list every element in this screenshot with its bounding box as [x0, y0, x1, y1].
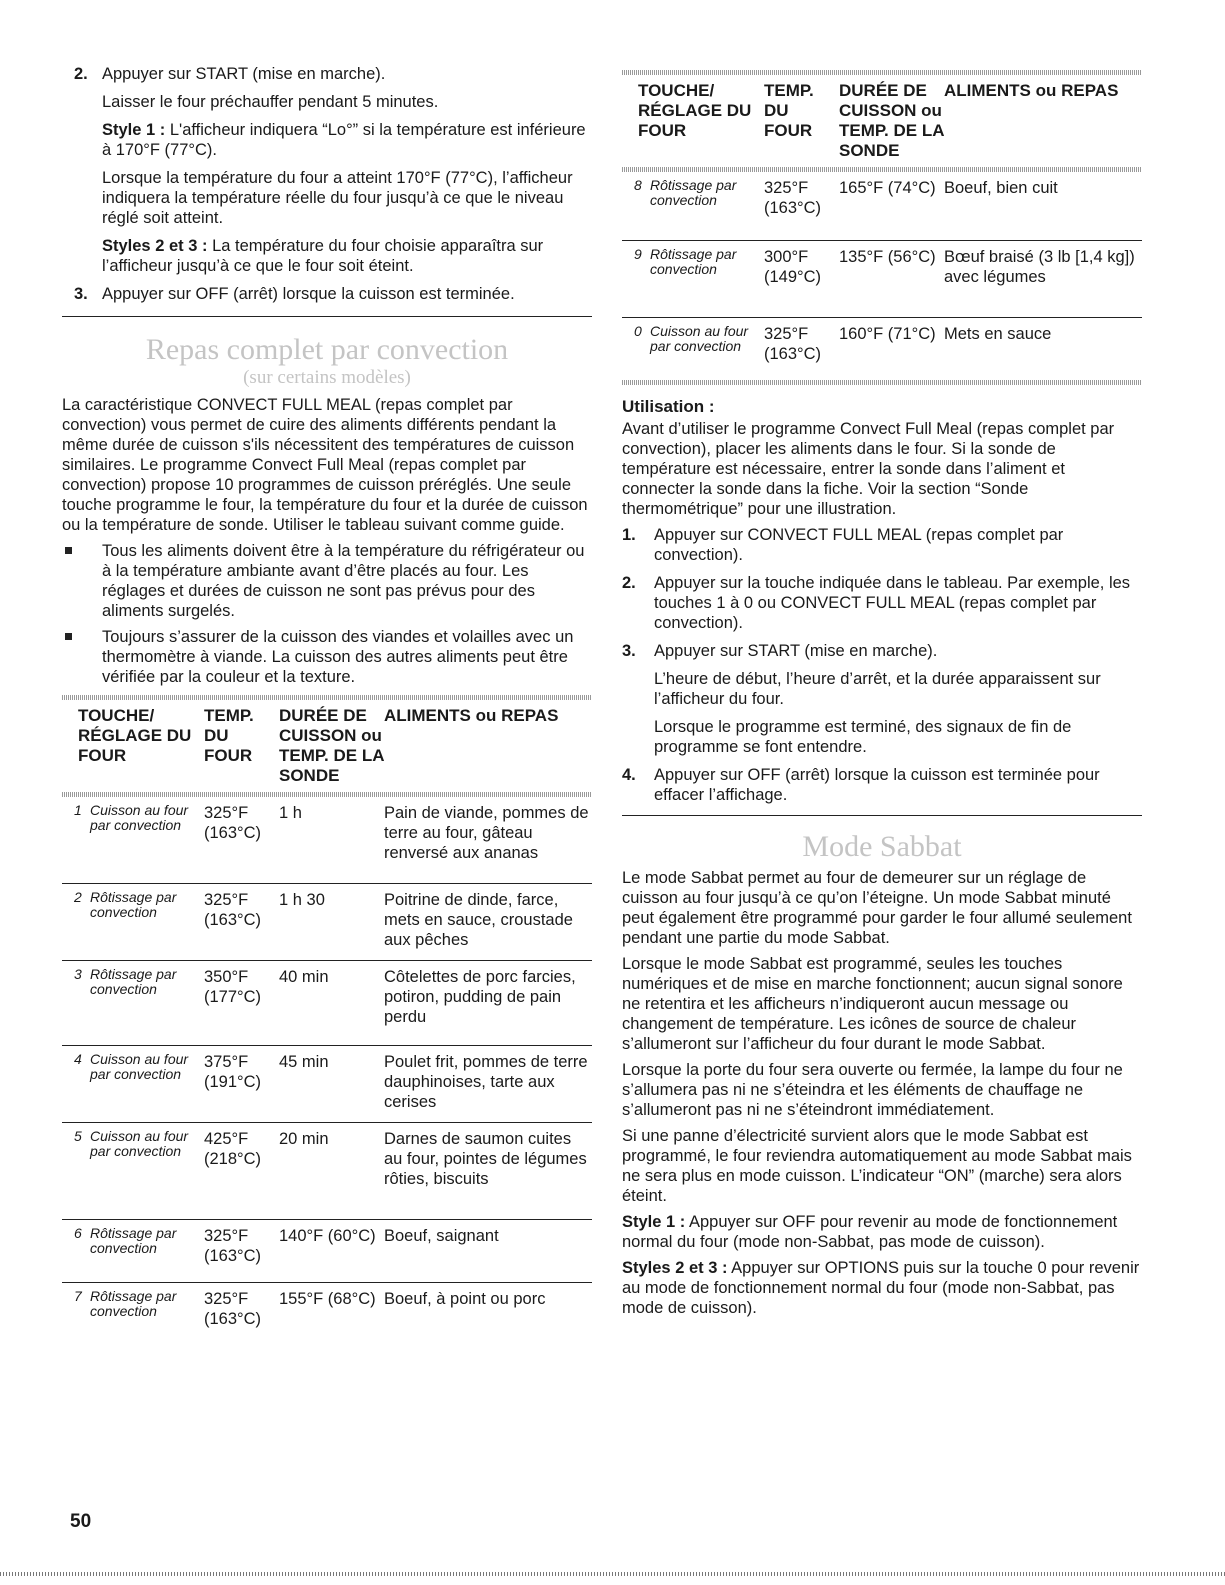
mode-text: Rôtissage par convection [90, 889, 177, 920]
step-text: Appuyer sur CONVECT FULL MEAL (repas complet par convection). [654, 526, 1064, 564]
cell-duration: 140°F (60°C) [279, 1227, 376, 1245]
table-header [622, 75, 1142, 167]
bullet-text: Tous les aliments doivent être à la température du réfrigérateur ou à la température ambiante avant d’être placés au four. Les réglages et durées de cuisson ne sont pas prévus pour des aliments surgelés. [102, 542, 585, 620]
cell-duration: 1 h 30 [279, 891, 325, 909]
sabbat-style1-note [622, 1212, 1142, 1252]
cell-duration: 165°F (74°C) [839, 179, 936, 197]
mode-text: Rôtissage par convection [90, 1288, 177, 1319]
style23-text: La température du four choisie apparaîtra sur l’afficheur jusqu’à ce que le four soit éteint. [102, 237, 544, 275]
sabbat-style23-note [622, 1258, 1142, 1318]
program-key: 6 [74, 1225, 82, 1241]
step-number: 2. [74, 65, 88, 83]
mode-text: Rôtissage par convection [650, 177, 737, 208]
step-number: 3. [622, 642, 636, 660]
step-number: 3. [74, 285, 88, 303]
step-number: 4. [622, 766, 636, 784]
paragraph: Lorsque la température du four a atteint 170°F (77°C), l’afficheur indiquera la température réelle du four jusqu’à ce que le niveau réglé soit atteint. [102, 169, 573, 227]
table-row [62, 1220, 592, 1282]
program-table [62, 695, 592, 1345]
sabbat-paragraph: Lorsque le mode Sabbat est programmé, seules les touches numériques et de mise en marche fonctionnent; aucun signal sonore ne retentira et les afficheurs n’indiqueront aucun message ou changement de température. Les icônes de source de chaleur s’allumeront sur l’afficheur du four durant le mode Sabbat. [622, 955, 1123, 1053]
cell-mode [62, 967, 204, 1035]
cell-temp: 350°F (177°C) [204, 968, 262, 1006]
mode-text: Cuisson au four par convection [650, 323, 749, 354]
step-text: Lorsque le programme est terminé, des signaux de fin de programme se font entendre. [654, 718, 1072, 756]
header-key: TOUCHE/ RÉGLAGE DU FOUR [638, 81, 752, 140]
program-key: 4 [74, 1051, 82, 1067]
step-text: L’heure de début, l’heure d’arrêt, et la durée apparaissent sur l’afficheur du four. [654, 670, 1101, 708]
style23-note [102, 236, 592, 276]
program-key: 9 [634, 246, 642, 262]
program-key: 8 [634, 177, 642, 193]
step-number: 2. [622, 574, 636, 592]
program-key: 2 [74, 889, 82, 905]
program-key: 1 [74, 802, 82, 818]
cell-temp: 325°F (163°C) [204, 1227, 262, 1265]
table-row [62, 961, 592, 1045]
section-title: Repas complet par convection [145, 333, 509, 366]
cell-food: Boeuf, à point ou porc [384, 1290, 546, 1308]
right-column [622, 70, 1142, 1324]
utilisation-heading: Utilisation : [622, 397, 715, 416]
step-2 [62, 64, 592, 276]
bullet-item [62, 627, 592, 687]
cell-temp: 300°F (149°C) [764, 248, 822, 286]
table-row [62, 797, 592, 883]
cell-mode [622, 247, 764, 307]
step-text: Appuyer sur START (mise en marche). [654, 642, 938, 660]
paragraph: Laisser le four préchauffer pendant 5 minutes. [102, 93, 439, 111]
cell-mode [62, 1052, 204, 1112]
header-food: ALIMENTS ou REPAS [384, 706, 559, 725]
cell-duration: 1 h [279, 804, 302, 822]
table-row [62, 1283, 592, 1345]
program-key: 3 [74, 966, 82, 982]
style1-text: L'afficheur indiquera “Lo°” si la température est inférieure à 170°F (77°C). [102, 121, 586, 159]
page-number: 50 [70, 1511, 92, 1532]
step-text: Appuyer sur OFF (arrêt) lorsque la cuisson est terminée pour effacer l’affichage. [654, 766, 1100, 804]
style1-note [102, 120, 592, 160]
cell-food: Poitrine de dinde, farce, mets en sauce, croustade aux pêches [384, 891, 573, 949]
program-key: 7 [74, 1288, 82, 1304]
program-table-continued [622, 70, 1142, 385]
mode-text: Rôtissage par convection [90, 1225, 177, 1256]
cell-duration: 160°F (71°C) [839, 325, 936, 343]
utilisation-intro: Avant d’utiliser le programme Convect Full Meal (repas complet par convection), placer les aliments dans le four. Si la sonde de température est nécessaire, entrer la sonde dans l’aliment et connecter la sonde dans la fiche. Voir la section “Sonde thermométrique” pour une illustration. [622, 420, 1115, 518]
cell-mode [62, 1129, 204, 1209]
bullet-marker [65, 633, 72, 640]
header-temp: TEMP. DU FOUR [764, 81, 814, 140]
step-text: Appuyer sur START (mise en marche). [102, 65, 386, 83]
cell-mode [622, 178, 764, 230]
style1-label: Style 1 : [102, 121, 166, 139]
cell-food: Bœuf braisé (3 lb [1,4 kg]) avec légumes [944, 248, 1135, 286]
section-divider [622, 815, 1142, 816]
bullet-text: Toujours s’assurer de la cuisson des viandes et volailles avec un thermomètre à viande. La cuisson des autres aliments peut être vérifiée par la couleur et la texture. [102, 628, 574, 686]
cell-temp: 375°F (191°C) [204, 1053, 262, 1091]
cell-food: Poulet frit, pommes de terre dauphinoises, tarte aux cerises [384, 1053, 588, 1111]
section-divider [62, 316, 592, 317]
cell-duration: 40 min [279, 968, 329, 986]
table-row [62, 884, 592, 960]
header-key: TOUCHE/ RÉGLAGE DU FOUR [78, 706, 192, 765]
cell-duration: 20 min [279, 1130, 329, 1148]
cell-temp: 425°F (218°C) [204, 1130, 262, 1168]
mode-text: Cuisson au four par convection [90, 1051, 189, 1082]
table-header [62, 700, 592, 792]
cell-food: Darnes de saumon cuites au four, pointes de légumes rôties, biscuits [384, 1130, 587, 1188]
cell-duration: 45 min [279, 1053, 329, 1071]
header-food: ALIMENTS ou REPAS [944, 81, 1119, 100]
header-duration: DURÉE DE CUISSON ou TEMP. DE LA SONDE [839, 81, 944, 160]
style23-label: Styles 2 et 3 : [102, 237, 208, 255]
cell-temp: 325°F (163°C) [204, 804, 262, 842]
cell-food: Côtelettes de porc farcies, potiron, pudding de pain perdu [384, 968, 576, 1026]
cell-mode [62, 1289, 204, 1335]
step-3 [62, 284, 592, 304]
mode-text: Rôtissage par convection [650, 246, 737, 277]
cell-duration: 135°F (56°C) [839, 248, 936, 266]
sabbat-paragraph: Lorsque la porte du four sera ouverte ou fermée, la lampe du four ne s’allumera pas ni ne s’éteindra et les éléments de chauffage ne s’allumeront pas ni ne s’éteindront immédiatement. [622, 1061, 1123, 1119]
step-2 [622, 573, 1142, 633]
table-row [62, 1046, 592, 1122]
table-row [62, 1123, 592, 1219]
step-3 [622, 641, 1142, 757]
style23-text: Appuyer sur OPTIONS puis sur la touche 0 pour revenir au mode de fonctionnement normal du four (mode non-Sabbat, pas mode de cuisson). [622, 1259, 1140, 1317]
cell-temp: 325°F (163°C) [764, 325, 822, 363]
bullet-marker [65, 547, 72, 554]
sabbat-paragraph: Si une panne d’électricité survient alors que le mode Sabbat est programmé, le four reviendra automatiquement au mode Sabbat mais ne sera plus en mode cuisson. L’indicateur “ON” (marche) sera alors éteint. [622, 1127, 1132, 1205]
step-4 [622, 765, 1142, 805]
sabbat-paragraph: Le mode Sabbat permet au four de demeurer sur un réglage de cuisson au four jusqu’à ce qu’on l’éteigne. Un mode Sabbat minuté peut également être programmé pour garder le four allumé seulement pendant une partie du mode Sabbat. [622, 869, 1132, 947]
step-text: Appuyer sur la touche indiquée dans le tableau. Par exemple, les touches 1 à 0 ou CONVECT FULL MEAL (repas complet par convection). [654, 574, 1131, 632]
table-bottom-border [622, 380, 1142, 385]
cell-temp: 325°F (163°C) [204, 1290, 262, 1328]
table-row [622, 241, 1142, 317]
sabbat-title: Mode Sabbat [802, 830, 962, 863]
table-row [622, 318, 1142, 380]
cell-food: Mets en sauce [944, 325, 1052, 343]
cell-duration: 155°F (68°C) [279, 1290, 376, 1308]
mode-text: Cuisson au four par convection [90, 1128, 189, 1159]
mode-text: Cuisson au four par convection [90, 802, 189, 833]
cell-mode [62, 890, 204, 950]
cell-food: Boeuf, saignant [384, 1227, 499, 1245]
step-1 [622, 525, 1142, 565]
cell-temp: 325°F (163°C) [204, 891, 262, 929]
page-bottom-border [0, 1572, 1225, 1576]
style1-text: Appuyer sur OFF pour revenir au mode de fonctionnement normal du four (mode non-Sabbat, pas mode de cuisson). [622, 1213, 1118, 1251]
step-text: Appuyer sur OFF (arrêt) lorsque la cuisson est terminée. [102, 285, 515, 303]
cell-food: Boeuf, bien cuit [944, 179, 1058, 197]
cell-food: Pain de viande, pommes de terre au four, gâteau renversé aux ananas [384, 804, 589, 862]
cell-temp: 325°F (163°C) [764, 179, 822, 217]
program-key: 0 [634, 323, 642, 339]
style1-label: Style 1 : [622, 1213, 686, 1231]
style23-label: Styles 2 et 3 : [622, 1259, 728, 1277]
header-temp: TEMP. DU FOUR [204, 706, 254, 765]
table-row [622, 172, 1142, 240]
header-duration: DURÉE DE CUISSON ou TEMP. DE LA SONDE [279, 706, 384, 785]
intro-paragraph: La caractéristique CONVECT FULL MEAL (repas complet par convection) vous permet de cuire des aliments différents pendant la même durée de cuisson s'ils nécessitent des températures de cuisson similaires. Le programme Convect Full Meal (repas complet par convection) propose 10 programmes de cuisson préréglés. Une seule touche programme le four, la température du four et la durée de cuisson ou la température de sonde. Utiliser le tableau suivant comme guide. [62, 396, 588, 534]
bullet-item [62, 541, 592, 621]
step-number: 1. [622, 526, 636, 544]
left-column [62, 64, 592, 1345]
program-key: 5 [74, 1128, 82, 1144]
mode-text: Rôtissage par convection [90, 966, 177, 997]
cell-mode [622, 324, 764, 370]
section-subtitle: (sur certains modèles) [243, 367, 411, 388]
cell-mode [62, 803, 204, 873]
cell-mode [62, 1226, 204, 1272]
